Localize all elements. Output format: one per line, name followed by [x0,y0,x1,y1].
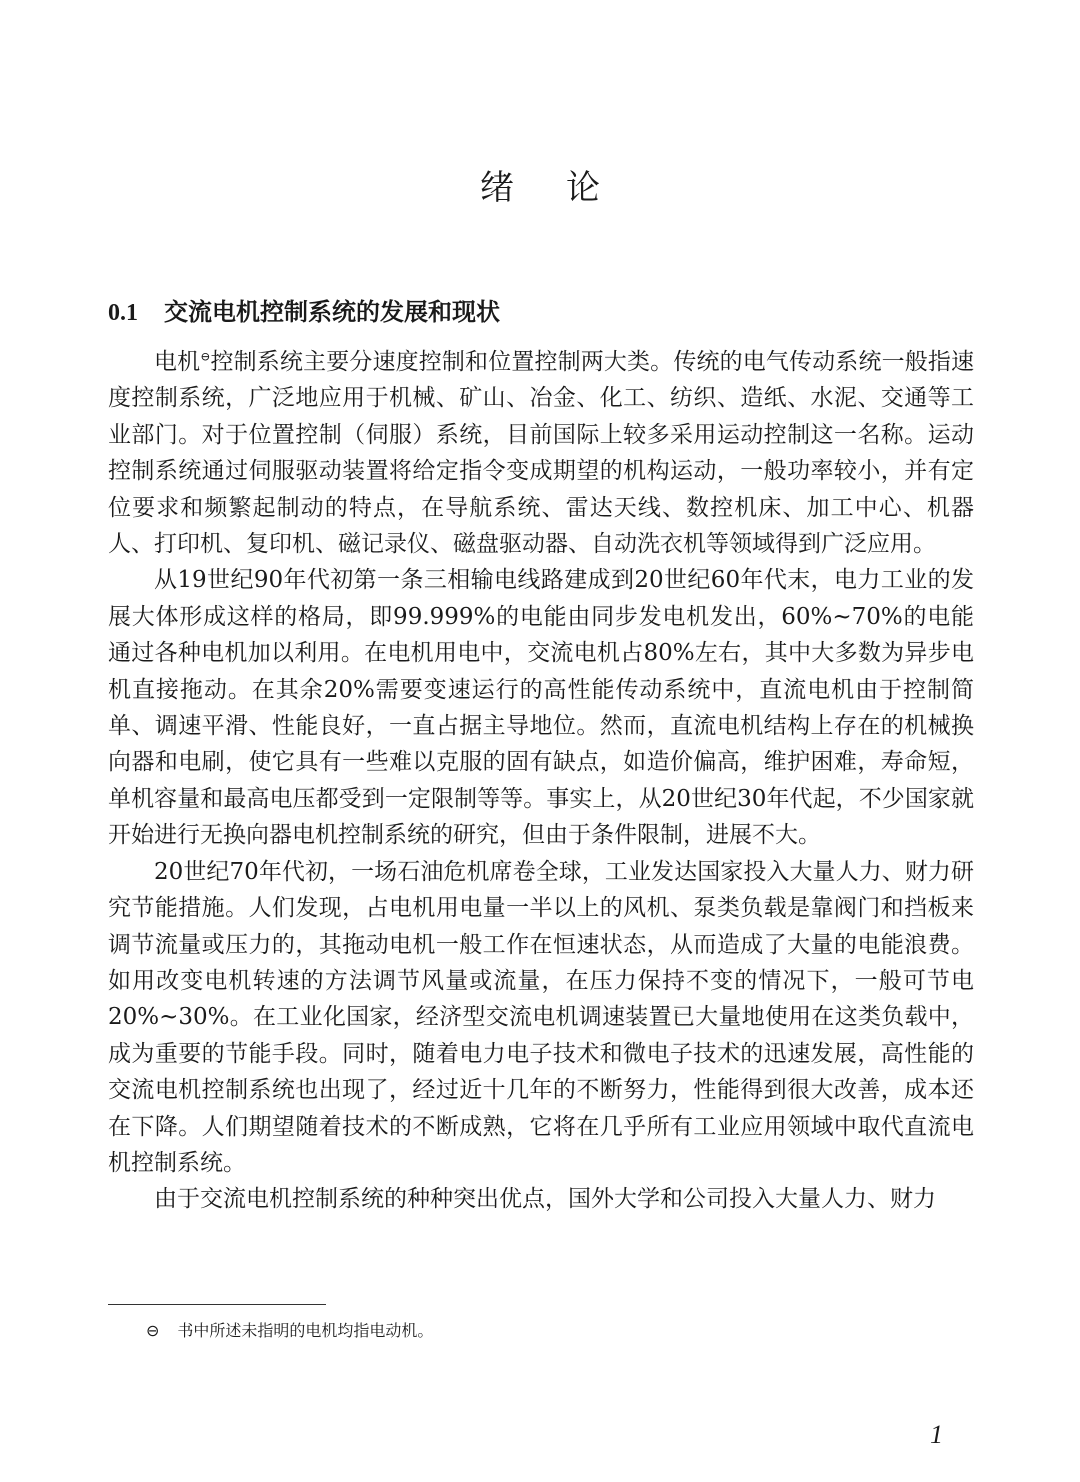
section-number: 0.1 [108,300,138,326]
footnote-divider [108,1304,326,1305]
footnote-reference-mark: ⊖ [200,349,211,364]
section-title: 交流电机控制系统的发展和现状 [164,298,500,326]
paragraph: 从19世纪90年代初第一条三相输电线路建成到20世纪60年代末，电力工业的发展大体形成这样的格局，即99.999%的电能由同步发电机发出，60%~70%的电能通过各种电机加以利用。在电机用电中，交流电机占80%左右，其中大多数为异步电机直接拖动。在其余20%需要变速运行的高性能传动系统中，直流电机由于控制简单、调速平滑、性能良好，一直占据主导地位。然而，直流电机结构上存在的机械换向器和电刷，使它具有一些难以克服的固有缺点，如造价偏高，维护困难，寿命短，单机容量和最高电压都受到一定限制等等。事实上，从20世纪30年代起，不少国家就开始进行无换向器电机控制系统的研究，但由于条件限制，进展不大。 [108,567,974,849]
paragraph [108,344,974,562]
footnote-text: 书中所述未指明的电机均指电动机。 [177,1321,434,1340]
footnote [146,1318,433,1341]
chapter-title: 绪论 [480,168,652,208]
paragraph: 20世纪70年代初，一场石油危机席卷全球，工业发达国家投入大量人力、财力研究节能措施。人们发现，占电机用电量一半以上的风机、泵类负载是靠阀门和挡板来调节流量或压力的，其拖动电机一般工作在恒速状态，从而造成了大量的电能浪费。如用改变电机转速的方法调节风量或流量，在压力保持不变的情况下，一般可节电20%~30%。在工业化国家，经济型交流电机调速装置已大量地使用在这类负载中，成为重要的节能手段。同时，随着电力电子技术和微电子技术的迅速发展，高性能的交流电机控制系统也出现了，经过近十几年的不断努力，性能得到很大改善，成本还在下降。人们期望随着技术的不断成熟，它将在几乎所有工业应用领域中取代直流电机控制系统。 [108,858,974,1176]
footnote-symbol: ⊖ [146,1321,160,1340]
paragraph-rest: 控制系统主要分速度控制和位置控制两大类。传统的电气传动系统一般指速度控制系统，广泛地应用于机械、矿山、冶金、化工、纺织、造纸、水泥、交通等工业部门。对于位置控制（伺服）系统，目前国际上较多采用运动控制这一名称。运动控制系统通过伺服驱动装置将给定指令变成期望的机构运动，一般功率较小，并有定位要求和频繁起制动的特点，在导航系统、雷达天线、数控机床、加工中心、机器人、打印机、复印机、磁记录仪、磁盘驱动器、自动洗衣机等领域得到广泛应用。 [108,349,975,558]
section-heading [108,292,500,327]
body-text [108,344,974,1218]
paragraph-lead: 电机 [154,349,201,375]
page-number: 1 [930,1420,943,1449]
paragraph: 由于交流电机控制系统的种种突出优点，国外大学和公司投入大量人力、财力 [154,1186,936,1213]
